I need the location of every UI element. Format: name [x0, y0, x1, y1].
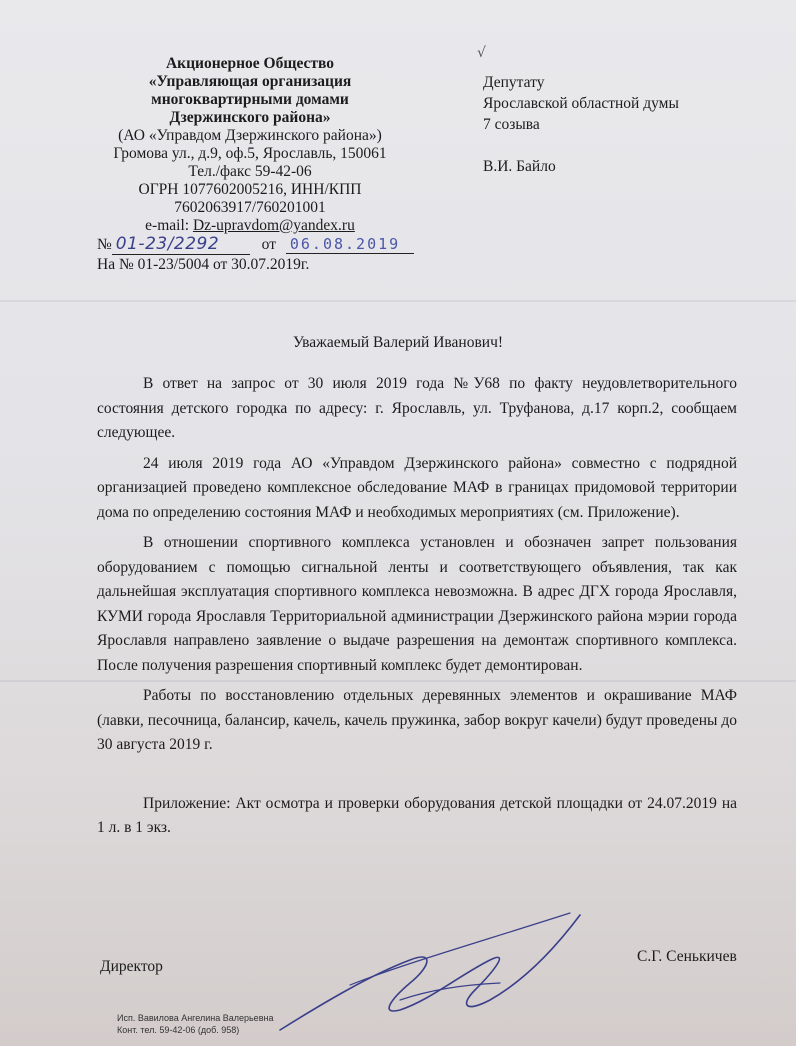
signer-position: Директор	[100, 958, 163, 975]
paper-fold-line	[0, 300, 796, 302]
body-paragraph: В отношении спортивного комплекса установлен и обозначен запрет пользования оборудованием с помощью сигнальной ленты и соответствующего объявления, так как дальнейшая эксплуатация спортивного комплекса невозможна. В адрес ДГХ города Ярославля, КУМИ города Ярославля Территориальной администрации Дзержинского района мэрии города Ярославля направлено заявление о выдаче разрешения на демонтаж спортивного комплекса. После получения разрешения спортивный комплекс будет демонтирован.	[97, 534, 737, 674]
check-mark-icon: √	[477, 45, 486, 61]
recipient-line: Депутату	[483, 74, 545, 91]
sender-letterhead	[90, 55, 410, 235]
sender-name-line: Акционерное Общество	[165, 55, 335, 72]
email-link[interactable]: Dz-upravdom@yandex.ru	[192, 217, 355, 234]
email-label: e-mail:	[145, 217, 193, 234]
body-paragraph: 24 июля 2019 года АО «Управдом Дзержинского района» совместно с подрядной организацией проведено комплексное обследование МАФ в границах придомовой территории дома по определению состояния МАФ и необходимых мероприятиях (см. Приложение).	[97, 454, 737, 521]
handwritten-signature	[260, 905, 600, 1045]
outgoing-number: 01-23/2292	[112, 234, 250, 255]
sender-short-name: (АО «Управдом Дзержинского района»)	[118, 127, 382, 144]
outgoing-number-line	[97, 234, 414, 255]
executor-contact: Конт. тел. 59-42-06 (доб. 958)	[117, 1025, 240, 1035]
sender-name-line: «Управляющая организация	[148, 73, 352, 90]
sender-ogrn: ОГРН 1077602005216, ИНН/КПП	[138, 181, 362, 198]
appendix-note: Приложение: Акт осмотра и проверки оборудования детской площадки от 24.07.2019 на 1 л. в 1 экз.	[97, 794, 737, 836]
recipient-block	[483, 72, 679, 177]
sender-name-line: Дзержинского района»	[169, 109, 331, 126]
sender-phone: Тел./факс 59-42-06	[188, 163, 312, 180]
letter-body	[97, 372, 737, 847]
greeting: Уважаемый Валерий Иванович!	[292, 334, 504, 351]
sender-address: Громова ул., д.9, оф.5, Ярославль, 150061	[113, 145, 387, 162]
date-label: от	[261, 236, 276, 253]
body-paragraph: В ответ на запрос от 30 июля 2019 года №У68 по факту неудовлетворительного состояния детского городка по адресу: г. Ярославль, ул. Труфанова, д.17 корп.2, сообщаем следующее.	[97, 375, 737, 441]
sender-email	[90, 217, 410, 235]
number-label: №	[97, 236, 112, 253]
recipient-line: 7 созыва	[483, 116, 540, 133]
reference-line: На № 01-23/5004 от 30.07.2019г.	[97, 256, 310, 273]
body-paragraph: Работы по восстановлению отдельных деревянных элементов и окрашивание МАФ (лавки, песочница, балансир, качель, качель пружинка, забор вокруг качели) будут проведены до 30 августа 2019 г.	[97, 687, 737, 753]
executor-footer	[117, 1012, 273, 1036]
executor-name: Исп. Вавилова Ангелина Валерьевна	[117, 1013, 274, 1023]
recipient-line: Ярославской областной думы	[483, 95, 679, 112]
recipient-name: В.И. Байло	[483, 158, 556, 175]
outgoing-date: 06.08.2019	[286, 235, 414, 254]
signer-name: С.Г. Сенькичев	[637, 948, 737, 965]
sender-name-line: многоквартирными домами	[151, 91, 349, 108]
sender-inn: 7602063917/760201001	[174, 199, 326, 216]
